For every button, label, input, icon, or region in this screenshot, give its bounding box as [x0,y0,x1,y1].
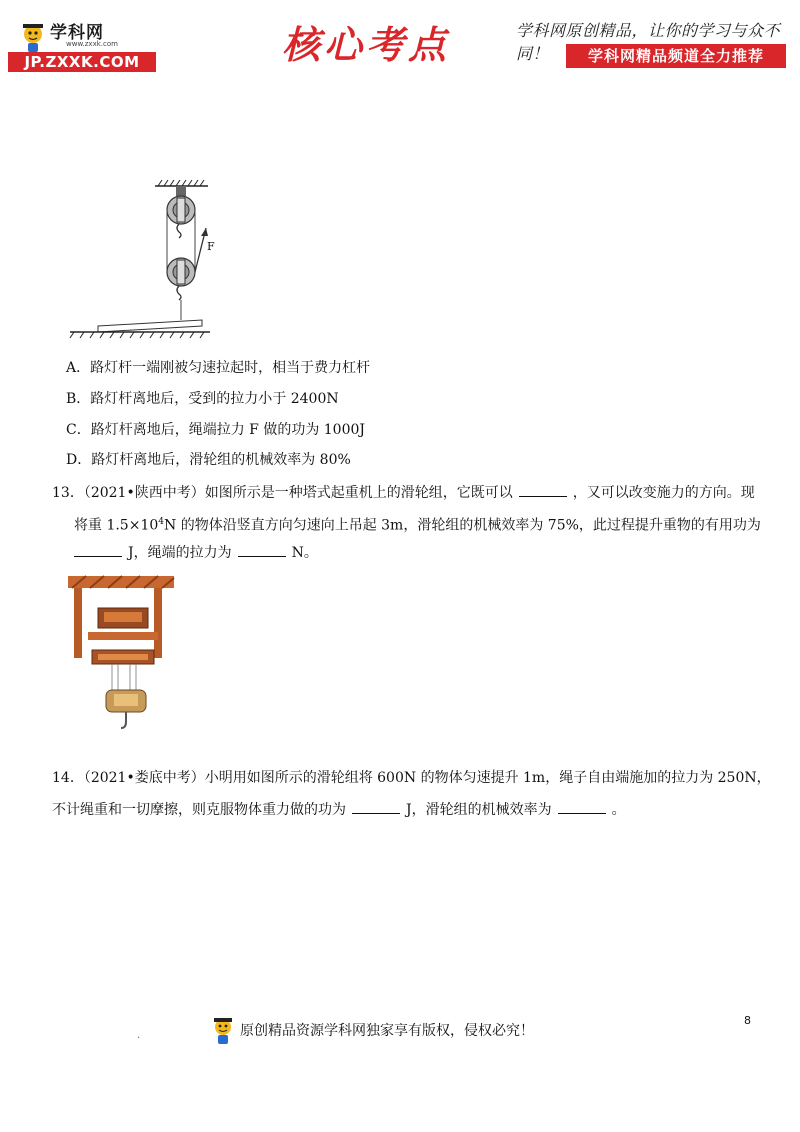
footer-dot: . [137,1030,141,1041]
logo-name: 学科网 [50,23,104,43]
header-tagline: 学科网精品频道全力推荐 [566,44,786,68]
crane-photo [68,572,176,737]
q13-blank-1[interactable] [519,482,567,497]
q13-exponent: 4 [158,517,164,527]
q13-text-a: 13．（2021•陕西中考）如图所示是一种塔式起重机上的滑轮组，它既可以 [52,485,513,501]
q14-blank-1[interactable] [352,799,400,814]
q14-text-b: J，滑轮组的机械效率为 [406,802,552,818]
site-logo [8,16,158,72]
q14-blank-2[interactable] [558,799,606,814]
q13-text-b: ，又可以改变施力的方向。现 [572,485,755,501]
force-label: F [207,240,215,253]
q13-text-e: J，绳端的拉力为 [128,545,232,561]
q13-text-f: N。 [291,545,318,561]
q14-text-c: 。 [611,802,626,818]
option-a: A．路灯杆一端刚被匀速拉起时，相当于费力杠杆 [66,360,371,376]
q13-line1 [52,482,755,503]
pulley-figure [60,180,215,340]
q14-line1: 14．（2021•娄底中考）小明用如图所示的滑轮组将 600N 的物体匀速提升 1m，绳子自由端施加的拉力为 250N， [52,770,771,786]
footer-copyright: 原创精品资源学科网独家享有版权，侵权必究！ [240,1023,534,1039]
q13-line2 [74,512,761,536]
option-c: C．路灯杆离地后，绳端拉力 F 做的功为 1000J [66,422,366,438]
mascot-icon [20,22,46,54]
q14-text-a: 不计绳重和一切摩擦，则克服物体重力做的功为 [52,802,346,818]
option-b: B．路灯杆离地后，受到的拉力小于 2400N [66,391,339,407]
header-title: 核心考点 [282,22,451,67]
logo-url: www.zxxk.com [66,40,118,48]
option-d: D．路灯杆离地后，滑轮组的机械效率为 80% [66,452,351,468]
logo-banner: JP.ZXXK.COM [8,52,156,72]
q13-text-c: 将重 1.5×10 [74,517,159,534]
page-number: 8 [744,1014,751,1027]
q13-blank-3[interactable] [238,542,286,557]
mascot-icon [212,1016,234,1046]
q13-blank-2[interactable] [74,542,122,557]
q13-line3 [74,542,318,563]
header-slogan: 学科网原创精品，让你的学习与众不同！ [516,21,781,63]
q14-line2 [52,799,626,820]
q13-text-d: N 的物体沿竖直方向匀速向上吊起 3m，滑轮组的机械效率为 75%，此过程提升重物的有用功为 [164,517,761,534]
